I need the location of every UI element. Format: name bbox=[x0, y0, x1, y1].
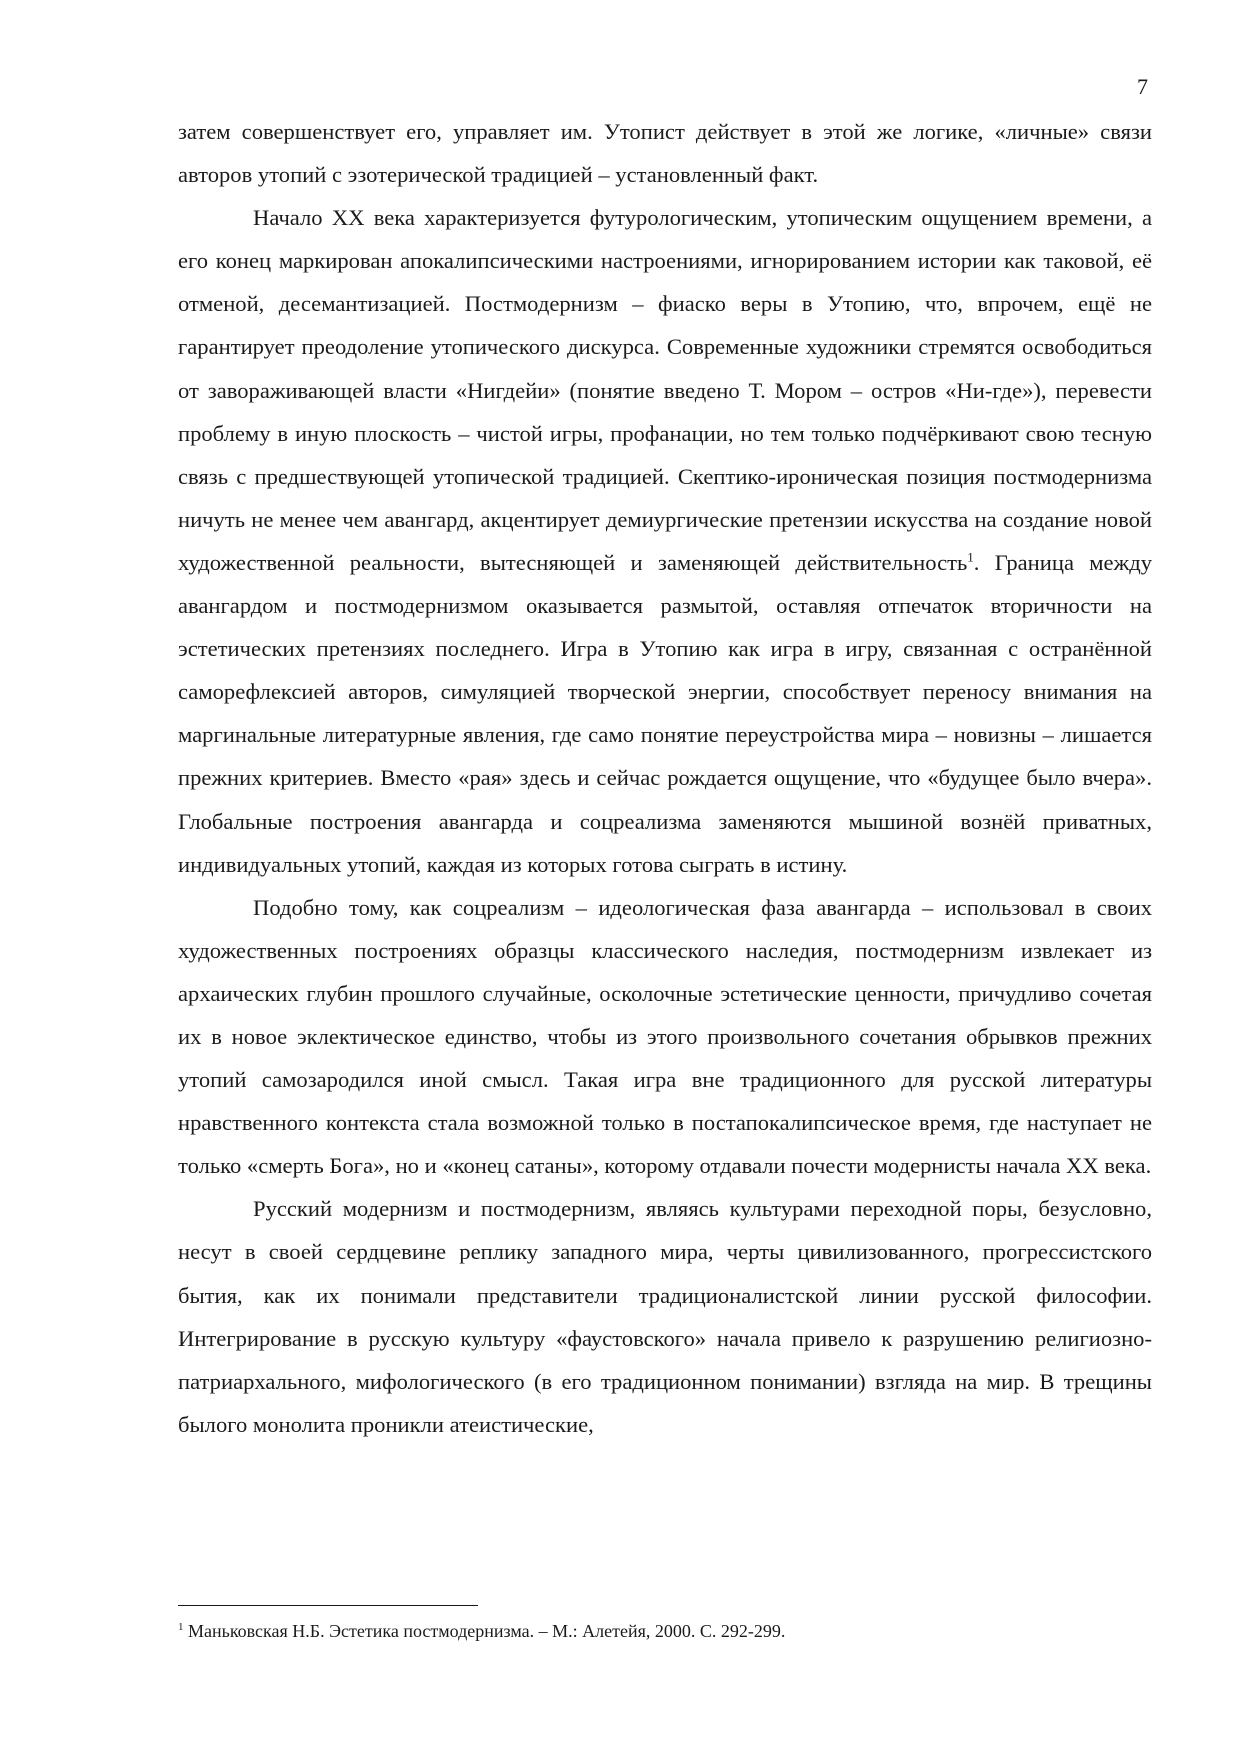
footnote-separator bbox=[178, 1605, 478, 1606]
paragraph-3: Подобно тому, как соцреализм – идеологическая фаза авангарда – использовал в своих художественных построениях образцы классического наследия, постмодернизм извлекает из архаических глубин прошлого случайные, осколочные эстетические ценности, причудливо сочетая их в новое эклектическое единство, чтобы из этого произвольного сочетания обрывков прежних утопий самозародился иной смысл. Такая игра вне традиционного для русской литературы нравственного контекста стала возможной только в постапокалипсическое время, где наступает не только «смерть Бога», но и «конец сатаны», которому отдавали почести модернисты начала XX века. bbox=[178, 894, 1152, 1179]
paragraph-1: затем совершенствует его, управляет им. Утопист действует в этой же логике, «личные» связи авторов утопий с эзотерической традицией – установленный факт. bbox=[178, 119, 1152, 188]
paragraph-2-text: Начало XX века характеризуется футурологическим, утопическим ощущением времени, а его конец маркирован апокалипсическими настроениями, игнорированием истории как таковой, её отменой, десемантизацией. Постмодернизм – фиаско веры в Утопию, что, впрочем, ещё не гарантирует преодоление утопического дискурса. Современные художники стремятся освободиться от завораживающей власти «Нигдейи» (понятие введено Т. Мором – остров «Ни-где»), перевести проблему в иную плоскость – чистой игры, профанации, но тем только подчёркивают свою тесную связь с предшествующей утопической традицией. Скептико-ироническая позиция постмодернизма ничуть не менее чем авангард, акцентирует демиургические претензии искусства на создание новой художественной реальности, вытесняющей и заменяющей действительность bbox=[178, 205, 1152, 575]
page-number: 7 bbox=[1137, 74, 1148, 99]
paragraph-4: Русский модернизм и постмодернизм, являясь культурами переходной поры, безусловно, несут в своей сердцевине реплику западного мира, черты цивилизованного, прогрессистского бытия, как их понимали представители традиционалистской линии русской философии. Интегрирование в русскую культуру «фаустовского» начала привело к разрушению религиозно-патриархального, мифологического (в его традиционном понимании) взгляда на мир. В трещины былого монолита проникли атеистические, bbox=[178, 1196, 1152, 1437]
body-text bbox=[178, 110, 1152, 1446]
paragraph-2-continuation: . Граница между авангардом и постмодернизмом оказывается размытой, оставляя отпечаток вторичности на эстетических претензиях последнего. Игра в Утопию как игра в игру, связанная с остранённой саморефлексией авторов, симуляцией творческой энергии, способствует переносу внимания на маргинальные литературные явления, где само понятие переустройства мира – новизны – лишается прежних критериев. Вместо «рая» здесь и сейчас рождается ощущение, что «будущее было вчера». Глобальные построения авангарда и соцреализма заменяются мышиной вознёй приватных, индивидуальных утопий, каждая из которых готова сыграть в истину. bbox=[178, 549, 1152, 877]
footnote-text: Маньковская Н.Б. Эстетика постмодернизма. – М.: Алетейя, 2000. С. 292-299. bbox=[188, 1621, 786, 1641]
footnote bbox=[178, 1619, 1152, 1643]
footnote-reference[interactable]: 1 bbox=[967, 549, 974, 565]
footnote-marker: 1 bbox=[178, 1621, 184, 1633]
paragraph-2 bbox=[178, 196, 1152, 886]
